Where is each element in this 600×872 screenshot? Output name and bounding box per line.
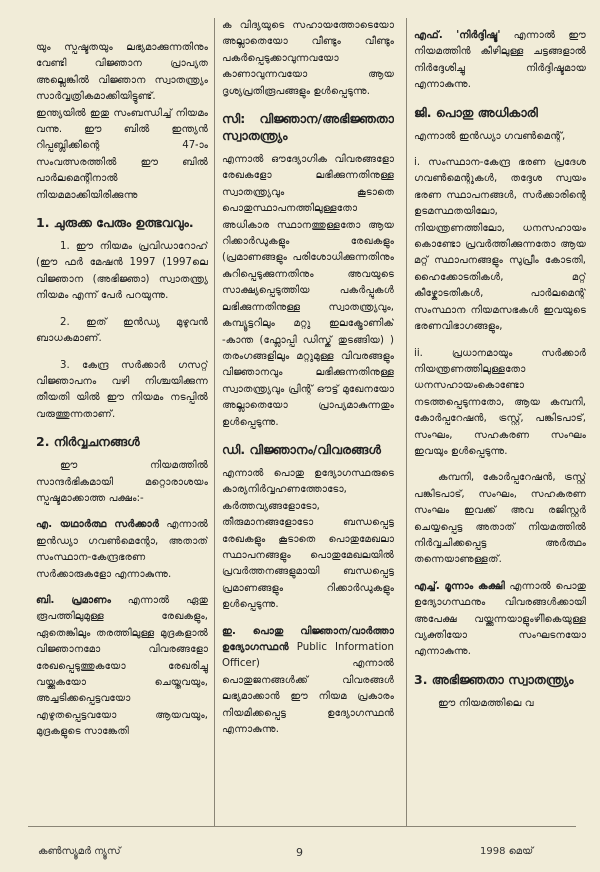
column-1 (36, 40, 208, 820)
paragraph: ii. പ്രധാനമായും സർക്കാർ നിയന്ത്രണത്തിലുള്ളതോ ധനസഹായംകൊണ്ടോ നടത്തപ്പെടുന്നതോ, ആയ കമ്പനി, കോർപ്പറേഷൻ, ട്രസ്റ്റ്, പങ്കിടപാട്, സംഘം, സഹകരണ സംഘം ഇവയും ഉൾപ്പെടുന്നു. (414, 347, 586, 457)
definition-term: ബി. പ്രമാണം (36, 594, 111, 606)
definition-term-english: Public Information Officer) (222, 642, 394, 670)
page-number: 9 (296, 846, 303, 859)
section-heading: 3. അഭിജ്ഞതാ സ്വാതന്ത്ര്യം (414, 671, 574, 687)
paragraph: യും സ്പഷ്ടതയും ലഭ്യമാക്കുന്നതിനും വേണ്ടി വിജ്ഞാന പ്രാപ്യത അല്ലെങ്കിൽ വിജ്ഞാന സ്വാതന്ത്ര്യം സാർവ്വത്രികമാക്കിയിട്ടുണ്ട്. ഇന്ത്യയിൽ ഇതു സംബന്ധിച്ച് നിയമം വന്നു. ഈ ബിൽ ഇന്ത്യൻ റിപ്പബ്ലിക്കിന്റെ 47-ാം സംവത്സരത്തിൽ ഈ ബിൽ പാർലമെന്റിനാൽ നിയമമാക്കിയിരിക്കുന്നു (36, 42, 208, 201)
definition-paragraph (414, 579, 586, 661)
definition-text: എന്നാൽ ഇൻഡ്യാ ഗവൺമെന്റോ, അതാത് സംസ്ഥാന-കേന്ദ്രഭരണ സർക്കാരുകളോ എന്നാകുന്നു. (36, 519, 208, 580)
definition-text: എന്നാൽ ഏതു രൂപത്തിലുമുള്ള രേഖകളും, ഏതെങ്കിലും തരത്തിലുള്ള മുദ്രകളാൽ വിജ്ഞാനമോ വിവരങ്ങളോ രേഖപ്പെടുത്തുകയോ രേഖരിച്ചു വയ്ക്കുകയോ ചെയ്തവയും, അച്ചടിക്കപ്പെട്ടവയോ എഴുതപ്പെട്ടവയോ ആയവയും, മുദ്രകളുടെ സാങ്കേതി (36, 594, 208, 738)
definition-paragraph (36, 593, 208, 741)
column-divider (406, 18, 407, 826)
paragraph: 3. കേന്ദ്ര സർക്കാർ ഗസറ്റ് വിജ്ഞാപനം വഴി നിശ്ചയിക്കുന്ന തീയതി യിൽ ഈ നിയമം നടപ്പിൽ വരുത്തുന്നതാണ്. (36, 359, 208, 420)
issue-date: 1998 മെയ് (480, 846, 534, 857)
section-heading: ജി. പൊതു അധികാരി (414, 104, 538, 120)
section-heading: 1. ചുരുക്ക പേരും ഉത്ഭവവും. (36, 215, 194, 231)
definition-text: എന്നാൽ ഈ നിയമത്തിൻ കീഴിലുള്ള ചട്ടങ്ങളാൽ നിർദ്ദേശിച്ചു നിർദ്ദിഷ്ടമായ എന്നാകുന്നു. (414, 30, 586, 91)
column-divider (214, 18, 215, 826)
definition-text: എന്നാൽ പൊതു ഉദ്യോഗസ്ഥനും വിവരങ്ങൾക്കായി അപേക്ഷ വയ്ക്കുന്നയാളുംഴിികെയുള്ള വ്യക്തിയോ സംഘടനയോ എന്നാകുന്നു. (414, 580, 586, 658)
paragraph: i. സംസ്ഥാന-കേന്ദ്ര ഭരണ പ്രദേശ ഗവൺമെന്റുകൾ, തദ്ദേശ സ്വയം ഭരണ സ്ഥാപനങ്ങൾ, സർക്കാരിന്റെ ഉടമസ്ഥതയിലോ, നിയന്ത്രണത്തിലോ, ധനസഹായം കൊണ്ടോ പ്രവർത്തിക്കുന്നതോ ആയ മറ്റ് സ്ഥാപനങ്ങളും സുപ്രീം കോടതി, ഹൈക്കോടതികൾ, മറ്റ് കീഴ്കോടതികൾ, പാർലമെന്റ് സംസ്ഥാന നിയമസഭകൾ ഇവയുടെ ഭരണവിഭാഗങ്ങളും, (414, 157, 586, 333)
definition-term: എച്ച്. മൂന്നാം കക്ഷി (414, 580, 505, 592)
paragraph: ഈ നിയമത്തിലെ വ (438, 697, 534, 709)
definition-term: എ. യഥാർത്ഥ സർക്കാർ (36, 519, 159, 531)
paragraph: കമ്പനി, കോർപ്പറേഷൻ, ട്രസ്റ്റ് പങ്കിടപാട്, സംഘം, സഹകരണ സംഘം ഇവക്ക് അവ രജിസ്റ്റർ ചെയ്യപ്പെട്ട അതാത് നിയമത്തിൽ നിർവ്വചിക്കപ്പെട്ട അർത്ഥം തന്നെയാണുള്ളത്. (414, 472, 586, 566)
definition-term: എഫ്. 'നിർദ്ദിഷ്ട' (414, 30, 501, 41)
paragraph: എന്നാൽ പൊതു ഉദ്യോഗസ്ഥരുടെ കാര്യനിർവ്വഹണത്തോടോ, കർത്തവ്യങ്ങളോടോ, തീരുമാനങ്ങളോടോ ബന്ധപ്പെട്ട രേഖകളും കൂടാതെ പൊതുമേഖലാ സ്ഥാപനങ്ങളും പൊതുമേഖലയിൽ പ്രവർത്തനങ്ങളുമായി ബന്ധപ്പെട്ട പ്രമാണങ്ങളും റിക്കാർഡുകളും ഉൾപ്പെടുന്നു. (222, 467, 394, 611)
column-2 (222, 18, 394, 820)
definition-paragraph (222, 624, 394, 739)
paragraph: എന്നാൽ ഇൻഡ്യാ ഗവൺമെന്റ്, (414, 130, 566, 142)
column-3 (414, 28, 586, 820)
section-heading: 2. നിർവ്വചനങ്ങൾ (36, 434, 140, 450)
definition-term: ഇ. പൊതു വിജ്ഞാന/വാർത്താ ഉദ്യോഗസ്ഥൻ (222, 625, 394, 653)
footer-divider (28, 826, 576, 827)
definition-paragraph (414, 28, 586, 94)
paragraph: 2. ഇത് ഇൻഡ്യ മുഴുവൻ ബാധകമാണ്. (36, 316, 208, 345)
publication-name: കണ്‍സ്യൂമർ ന്യൂസ് (38, 846, 121, 857)
section-heading: സി: വിജ്ഞാന/അഭിജ്ഞതാ സ്വാതന്ത്ര്യം (222, 111, 394, 144)
section-heading: ഡി. വിജ്ഞാനം/വിവരങ്ങൾ (222, 441, 381, 457)
paragraph: ഈ നിയമത്തിൽ സാന്ദർഭികമായി മറ്റൊരാശയം സ്പഷ്ടമാക്കാത്ത പക്ഷം:- (36, 460, 208, 504)
paragraph: 1. ഈ നിയമം പ്രവിഡാറോഹ് (ഈ ഫർ മേഷൻ 1997 (1997ലെ വിജ്ഞാന (അഭിജ്ഞാ) സ്വാതന്ത്ര്യ നിയമം എന്ന് പേർ പറയുന്നു. (36, 241, 208, 302)
definition-paragraph (36, 517, 208, 583)
definition-text: എന്നാൽ പൊതുജനങ്ങൾക്ക് വിവരങ്ങൾ ലഭ്യമാക്കാൻ ഈ നിയമ പ്രകാരം നിയമിക്കപ്പെട്ട ഉദ്യോഗസ്ഥൻ എന്നാകുന്നു. (222, 658, 394, 736)
paragraph: ക വിദ്യയുടെ സഹായത്തോടെയോ അല്ലാതെയോ വീണ്ടും വീണ്ടും പകർപ്പെടുക്കാവുന്നവയോ കാണാവുന്നവയോ ആയ ദൃശ്യപ്രതിരൂപങ്ങളും ഉൾപ്പെടുന്നു. (222, 20, 394, 97)
paragraph: എന്നാൽ ഔദ്യോഗിക വിവരങ്ങളോ രേഖകളോ ലഭിക്കുന്നതിനുള്ള സ്വാതന്ത്ര്യവും കൂടാതെ പൊതുസ്ഥാപനത്തിലുള്ളതോ അധികാര സ്ഥാനത്തുള്ളതോ ആയ റിക്കാർഡുകളും രേഖകളും (പ്രമാണങ്ങളും പരിശോധിക്കുന്നതിനും കുറിപ്പെടുക്കുന്നതിനും അവയുടെ സാക്ഷ്യപ്പെടുത്തിയ പകർപ്പുകൾ ലഭിക്കുന്നതിനുള്ള സ്വാതന്ത്ര്യവും, കമ്പ്യൂട്ടറിലും മറ്റു ഇലക്ട്രോണിക് -കാന്ത (ഫ്ലോപ്പി ഡിസ്ക് തുടങ്ങിയ) ) തരംഗങ്ങളിലും മറ്റുമുള്ള വിവരങ്ങളും വിജ്ഞാനവും ലഭിക്കുന്നതിനുള്ള സ്വാതന്ത്ര്യവും പ്രിന്റ് ഔട്ട് മുഖേനയോ അല്ലാതെയോ പ്രാപ്യമാകുന്നതും ഉൾപ്പെടുന്നു. (222, 154, 394, 428)
